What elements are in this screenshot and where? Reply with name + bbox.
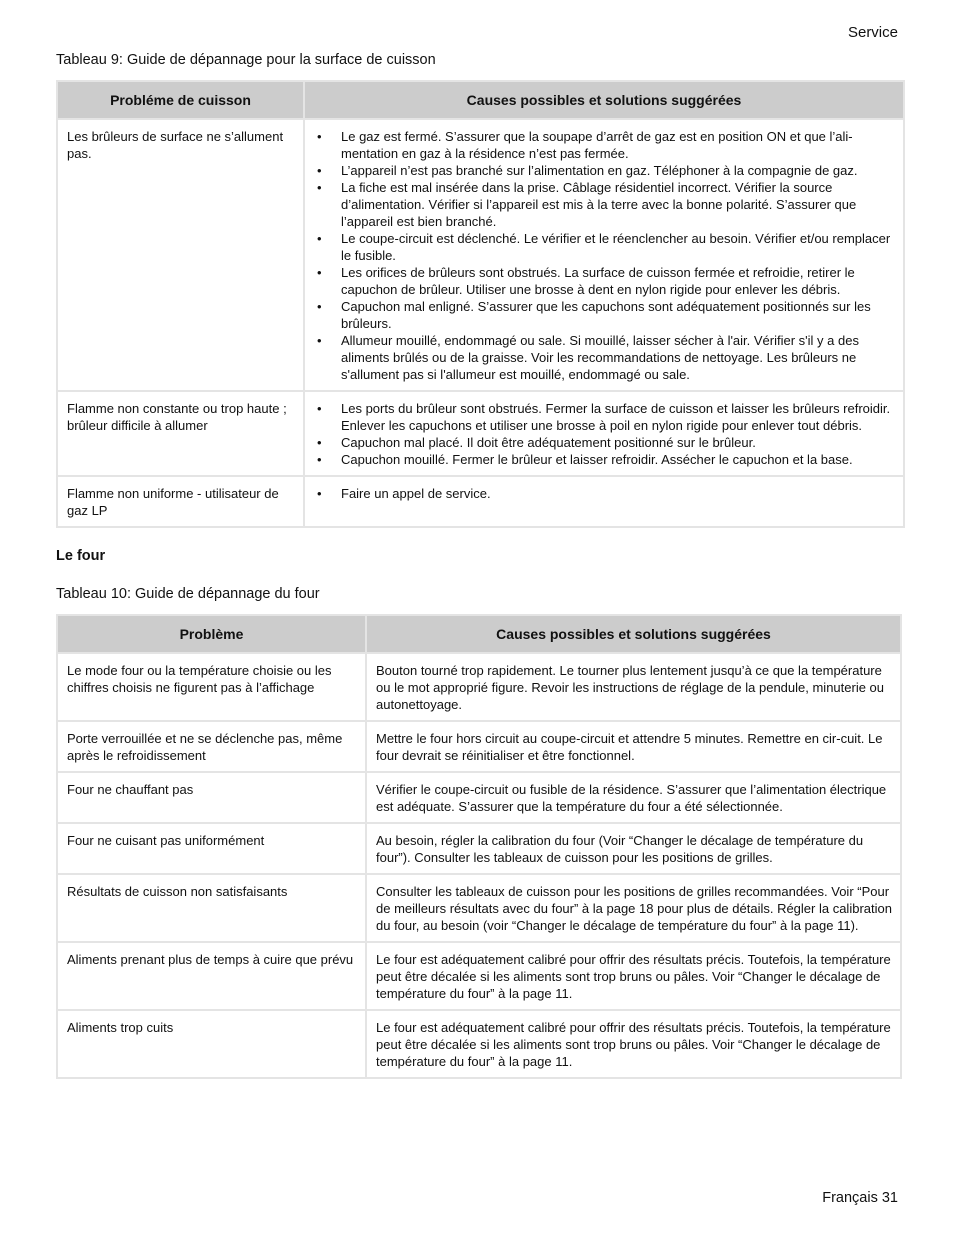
table-row (57, 1010, 901, 1078)
table10-header-row (57, 615, 901, 653)
causes-list (314, 400, 895, 468)
bullet-icon: • (317, 435, 322, 450)
cause-text: Capuchon mouillé. Fermer le brûleur et laisser refroidir. Assécher le capuchon et la base. (341, 452, 853, 467)
cause-text: Faire un appel de service. (341, 486, 491, 501)
causes-list (314, 485, 895, 502)
table-row (57, 476, 904, 527)
cause-cell: Bouton tourné trop rapidement. Le tourner plus lentement jusqu’à ce que la température ou le mot approprié figure. Revoir les instructions de réglage de la pendule, minuterie ou autonettoyage. (366, 653, 901, 721)
cause-text: Le gaz est fermé. S’assurer que la soupape d’arrêt de gaz est en position ON et que l’ali-mentation en gaz à la résidence n’est pas fermée. (341, 129, 853, 161)
list-item (314, 264, 895, 298)
section-title: Le four (56, 548, 106, 564)
table10-col-problem: Problème (57, 615, 366, 653)
causes-list (314, 128, 895, 383)
bullet-icon: • (317, 452, 322, 467)
table-row (57, 942, 901, 1010)
running-header: Service (847, 24, 898, 41)
list-item (314, 434, 895, 451)
table-row (57, 653, 901, 721)
problem-cell: Le mode four ou la température choisie ou les chiffres choisis ne figurent pas à l’affichage (57, 653, 366, 721)
table-row (57, 772, 901, 823)
bullet-icon: • (317, 180, 322, 195)
table-row (57, 721, 901, 772)
table10-col-causes: Causes possibles et solutions suggérées (366, 615, 901, 653)
bullet-icon: • (317, 486, 322, 501)
cause-text: L’appareil n’est pas branché sur l’alimentation en gaz. Téléphoner à la compagnie de gaz. (341, 163, 858, 178)
causes-cell (304, 391, 904, 476)
list-item (314, 451, 895, 468)
table-row (57, 119, 904, 391)
problem-cell: Résultats de cuisson non satisfaisants (57, 874, 366, 942)
table-row (57, 874, 901, 942)
table9-col-problem: Probléme de cuisson (57, 81, 304, 119)
bullet-icon: • (317, 333, 322, 348)
table9-caption: Tableau 9: Guide de dépannage pour la surface de cuisson (56, 52, 436, 68)
list-item (314, 485, 895, 502)
cause-text: La fiche est mal insérée dans la prise. Câblage résidentiel incorrect. Vérifier la source d’alimentation. Vérifier si l’appareil est mis à la terre avec la bonne polarité. S’assurer que l’appareil est bien branché. (341, 180, 857, 229)
table9-header-row (57, 81, 904, 119)
cause-text: Le coupe-circuit est déclenché. Le vérifier et le réenclencher au besoin. Vérifier et/ou remplacer le fusible. (341, 231, 891, 263)
cause-cell: Au besoin, régler la calibration du four (Voir “Changer le décalage de température du four”). Consulter les tableaux de cuisson pour les positions de grilles. (366, 823, 901, 874)
cause-text: Les orifices de brûleurs sont obstrués. La surface de cuisson fermée et refroidie, retirer le capuchon de brûleur. Utiliser une brosse à dent en nylon rigide pour enlever les débris. (341, 265, 855, 297)
bullet-icon: • (317, 299, 322, 314)
problem-cell: Flamme non constante ou trop haute ; brûleur difficile à allumer (57, 391, 304, 476)
table-row (57, 391, 904, 476)
causes-cell (304, 119, 904, 391)
list-item (314, 179, 895, 230)
table10-caption: Tableau 10: Guide de dépannage du four (56, 586, 320, 602)
problem-cell: Four ne cuisant pas uniformément (57, 823, 366, 874)
list-item (314, 162, 895, 179)
bullet-icon: • (317, 265, 322, 280)
list-item (314, 230, 895, 264)
bullet-icon: • (317, 231, 322, 246)
problem-cell: Porte verrouillée et ne se déclenche pas, même après le refroidissement (57, 721, 366, 772)
problem-cell: Flamme non uniforme - utilisateur de gaz LP (57, 476, 304, 527)
list-item (314, 400, 895, 434)
list-item (314, 128, 895, 162)
table9-cooktop-troubleshooting (56, 80, 905, 528)
problem-cell: Les brûleurs de surface ne s’allument pas. (57, 119, 304, 391)
cause-text: Capuchon mal enligné. S’assurer que les capuchons sont adéquatement positionnés sur les brûleurs. (341, 299, 871, 331)
list-item (314, 332, 895, 383)
cause-cell: Le four est adéquatement calibré pour offrir des résultats précis. Toutefois, la température peut être décalée si les aliments sont trop bruns ou pâles. Voir “Changer le décalage de température du four” à la page 11. (366, 1010, 901, 1078)
table10-oven-troubleshooting (56, 614, 902, 1079)
cause-text: Capuchon mal placé. Il doit être adéquatement positionné sur le brûleur. (341, 435, 756, 450)
cause-cell: Consulter les tableaux de cuisson pour les positions de grilles recommandées. Voir “Pour de meilleurs résultats avec du four” à la page 18 pour plus de détails. Régler la calibration du four, au besoin (voir “Changer le décalage de température du four” à la page 11). (366, 874, 901, 942)
bullet-icon: • (317, 401, 322, 416)
bullet-icon: • (317, 163, 322, 178)
problem-cell: Aliments prenant plus de temps à cuire que prévu (57, 942, 366, 1010)
causes-cell (304, 476, 904, 527)
cause-cell: Le four est adéquatement calibré pour offrir des résultats précis. Toutefois, la température peut être décalée si les aliments sont trop bruns ou pâles. Voir “Changer le décalage de température du four” à la page 11. (366, 942, 901, 1010)
table9-col-causes: Causes possibles et solutions suggérées (304, 81, 904, 119)
cause-cell: Vérifier le coupe-circuit ou fusible de la résidence. S’assurer que l’alimentation électrique est adéquate. S’assurer que la température du four a été sélectionnée. (366, 772, 901, 823)
cause-text: Les ports du brûleur sont obstrués. Fermer la surface de cuisson et laisser les brûleurs refroidir. Enlever les capuchons et utiliser une brosse à poil en nylon rigide pour enlever tout débris. (341, 401, 891, 433)
table-row (57, 823, 901, 874)
problem-cell: Aliments trop cuits (57, 1010, 366, 1078)
page-number: Français 31 (822, 1190, 898, 1206)
list-item (314, 298, 895, 332)
problem-cell: Four ne chauffant pas (57, 772, 366, 823)
cause-text: Allumeur mouillé, endommagé ou sale. Si mouillé, laisser sécher à l'air. Vérifier s'il y a des aliments brûlés ou de la graisse. Voir les recommandations de nettoyage. Les brûleurs ne s'allument pas si l'allumeur est mouillé, endommagé ou sale. (341, 333, 859, 382)
bullet-icon: • (317, 129, 322, 144)
cause-cell: Mettre le four hors circuit au coupe-circuit et attendre 5 minutes. Remettre en cir-cuit. Le four devrait se réinitialiser et être fonctionnel. (366, 721, 901, 772)
